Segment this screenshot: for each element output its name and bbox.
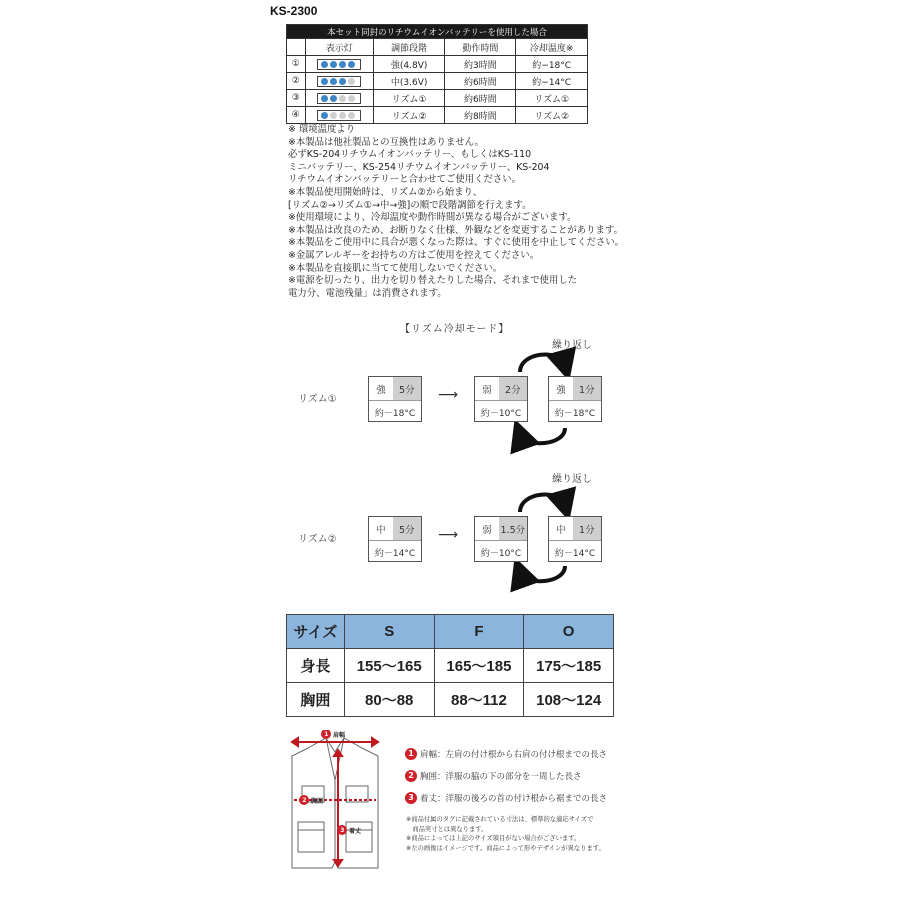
rhythm-step-box [368, 516, 422, 562]
size-value: 80〜88 [344, 683, 434, 717]
row-number: ② [287, 73, 306, 90]
battery-level: 中(3.6V) [373, 73, 445, 90]
step-temp: 約－14°C [374, 548, 416, 559]
row-number: ③ [287, 90, 306, 107]
battery-header-cell: 動作時間 [445, 39, 516, 56]
size-header-cell: サイズ [287, 615, 345, 649]
footnote-line: ※商品付属のタグに記載されている寸法は、標準的な適応サイズで [406, 816, 594, 823]
footnote-line: ※商品によっては上記のサイズ項目がない場合がございます。 [406, 835, 581, 842]
size-row-label: 胸囲 [287, 683, 345, 717]
note-line: 必ずKS-204リチウムイオンバッテリー、もしくはKS-110 [288, 149, 532, 161]
legend-item [405, 792, 607, 804]
size-row [287, 649, 614, 683]
size-table-header [287, 615, 614, 649]
step-time: 2分 [499, 377, 527, 400]
size-table-body [287, 649, 614, 717]
legend-desc: ：左肩の付け根から右肩の付け根までの長さ [437, 750, 608, 760]
rhythm-step-box [474, 376, 528, 422]
battery-level: 強(4.8V) [373, 56, 445, 73]
svg-text:2: 2 [302, 797, 307, 805]
legend-item [405, 770, 607, 782]
note-line: リチウムイオンバッテリーと合わせてご使用ください。 [288, 174, 521, 186]
note-line: ミニバッテリー、KS-254リチウムイオンバッテリー、KS-204 [288, 161, 550, 173]
size-value: 165〜185 [434, 649, 524, 683]
legend-term: 肩幅 [420, 750, 438, 760]
note-line: ※本製品をご使用中に具合が悪くなった際は、すぐに使用を中止してください。 [288, 237, 624, 249]
battery-temp: 約−14°C [516, 73, 588, 90]
rhythm-label-2: リズム② [298, 534, 337, 545]
size-header-cell: O [524, 615, 614, 649]
note-line: ※本製品は他社製品との互換性はありません。 [288, 136, 484, 148]
footnote-line: ※左の画像はイメージです。商品によって形やデザインが異なります。 [406, 844, 605, 852]
size-value: 175〜185 [524, 649, 614, 683]
repeat-arrow-lower-2 [520, 566, 565, 581]
step-time: 5分 [393, 377, 421, 400]
size-header-cell: S [344, 615, 434, 649]
battery-header-cell: 表示灯 [305, 39, 373, 56]
repeat-label-2: 繰り返し [552, 474, 592, 485]
battery-level: リズム② [373, 107, 445, 124]
battery-table-caption: 本セット同封のリチウムイオンバッテリーを使用した場合 [287, 25, 588, 39]
repeat-arrow-lower-1 [520, 428, 565, 443]
size-row-label: 身長 [287, 649, 345, 683]
note-line: ※使用環境により、冷却温度や動作時間が異なる場合がございます。 [288, 212, 577, 224]
footnote-line: 商品実寸とは異なります。 [406, 825, 488, 833]
step-level: 強 [376, 384, 386, 396]
repeat-label-1: 繰り返し [552, 340, 592, 351]
legend-number-icon: 2 [405, 770, 417, 782]
mark-label-chest: 胸囲 [311, 798, 324, 805]
mark-label-length: 着丈 [349, 828, 362, 835]
size-value: 108〜124 [524, 683, 614, 717]
step-level: 中 [376, 524, 386, 536]
note-line: ※本製品使用開始時は、リズム②から始まり、 [288, 186, 483, 198]
battery-time: 約8時間 [445, 107, 516, 124]
arrow-right-icon: ⟶ [438, 527, 459, 543]
svg-text:1: 1 [324, 731, 329, 739]
step-time: 1分 [573, 377, 601, 400]
battery-time: 約6時間 [445, 90, 516, 107]
arrow-right-icon: ⟶ [438, 387, 459, 403]
battery-time: 約6時間 [445, 73, 516, 90]
note-line: ※金属アレルギーをお持ちの方はご使用を控えてください。 [288, 249, 539, 261]
size-legend [405, 748, 607, 814]
step-level: 強 [556, 384, 566, 396]
legend-number-icon: 3 [405, 792, 417, 804]
vest-illustration [280, 730, 390, 880]
legend-term: 胸囲 [420, 772, 438, 782]
step-time: 5分 [393, 517, 421, 540]
step-level: 弱 [482, 384, 492, 396]
mark-label-shoulder: 肩幅 [333, 732, 346, 739]
legend-desc: ：洋服の脇の下の部分を一周した長さ [437, 772, 582, 782]
model-number: KS-2300 [270, 4, 318, 18]
legend-desc: ：洋服の後ろの首の付け根から裾までの長さ [437, 794, 608, 804]
row-number: ① [287, 56, 306, 73]
battery-temp: リズム① [516, 90, 588, 107]
repeat-arrow-upper-1 [520, 355, 565, 372]
size-header-cell: F [434, 615, 524, 649]
repeat-arrow-upper-2 [520, 495, 565, 512]
step-temp: 約－10°C [480, 408, 522, 419]
note-line: ※本製品を直接肌に当てて使用しないでください。 [288, 262, 503, 274]
battery-header-cell: 冷却温度※ [516, 39, 588, 56]
size-value: 88〜112 [434, 683, 524, 717]
row-number: ④ [287, 107, 306, 124]
battery-time: 約3時間 [445, 56, 516, 73]
rhythm-step-box [368, 376, 422, 422]
step-temp: 約－10°C [480, 548, 522, 559]
note-line: 電力分、電池残量」は消費されます。 [288, 287, 447, 299]
note-line: ※ 環境温度より [288, 124, 356, 135]
step-level: 中 [556, 524, 566, 536]
legend-item [405, 748, 607, 760]
rhythm-step-box [474, 516, 528, 562]
rhythm-step-box [548, 516, 602, 562]
note-line: ※本製品は改良のため、お断りなく仕様、外観などを変更することがあります。 [288, 224, 623, 236]
battery-temp: リズム② [516, 107, 588, 124]
note-line: [リズム②→リズム①→中→強]の順で段階調節を行えます。 [288, 199, 532, 211]
rhythm-step-box [548, 376, 602, 422]
step-level: 弱 [482, 524, 492, 536]
size-row [287, 683, 614, 717]
note-line: ※電源を切ったり、出力を切り替えたりした場合、それまで使用した [288, 275, 578, 287]
step-time: 1.5分 [499, 517, 527, 540]
size-table [286, 614, 614, 717]
size-value: 155〜165 [344, 649, 434, 683]
legend-number-icon: 1 [405, 748, 417, 760]
rhythm-title: 【リズム冷却モード】 [400, 324, 510, 335]
step-temp: 約－18°C [374, 408, 416, 419]
size-footnotes [406, 815, 605, 853]
battery-header-cell: 調節段階 [373, 39, 445, 56]
battery-level: リズム① [373, 90, 445, 107]
step-temp: 約－18°C [554, 408, 596, 419]
svg-text:3: 3 [340, 827, 345, 835]
step-temp: 約－14°C [554, 548, 596, 559]
rhythm-label-1: リズム① [298, 394, 337, 405]
step-time: 1分 [573, 517, 601, 540]
battery-temp: 約−18°C [516, 56, 588, 73]
legend-term: 着丈 [420, 794, 438, 804]
